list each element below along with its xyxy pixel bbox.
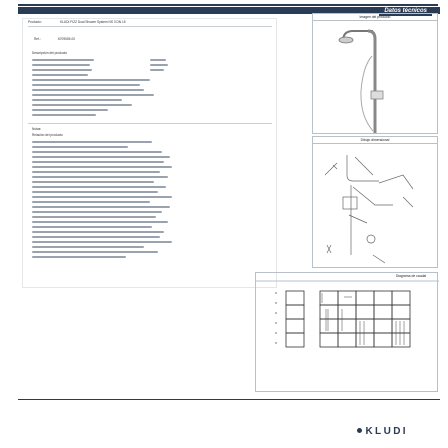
dimension-drawing-panel — [312, 136, 438, 268]
ref-label: Ref.: — [34, 37, 41, 41]
dimension-drawing — [313, 145, 437, 267]
notes-label: Notas: — [32, 127, 42, 131]
flow-diagram-chart — [256, 273, 439, 393]
product-label: Producto: — [28, 20, 42, 24]
shower-system-image — [313, 21, 437, 133]
header-title: Datos técnicos — [379, 7, 432, 16]
brand-name: KLUDI — [365, 426, 408, 437]
ref-value: 6709505-00 — [58, 37, 76, 41]
top-rule — [18, 4, 438, 6]
divider — [28, 123, 272, 124]
logo-dot-icon — [357, 428, 362, 433]
dimension-drawing-label: Dibujo dimensional — [313, 137, 437, 144]
product-image-panel — [312, 13, 438, 134]
notes-title: Relación del producto — [32, 133, 63, 137]
description-label: Descripción del producto — [32, 51, 68, 55]
flow-diagram-panel — [255, 272, 438, 392]
flow-diagram-label: Diagrama de caudal — [395, 274, 427, 278]
brand-logo — [357, 426, 408, 437]
divider — [28, 26, 272, 27]
product-value: KLUDI FIZZ Dual Shower System NS 3 DN 15 — [60, 20, 126, 24]
footer-rule — [18, 399, 440, 400]
product-image-label: Imagen del producto — [313, 14, 437, 21]
